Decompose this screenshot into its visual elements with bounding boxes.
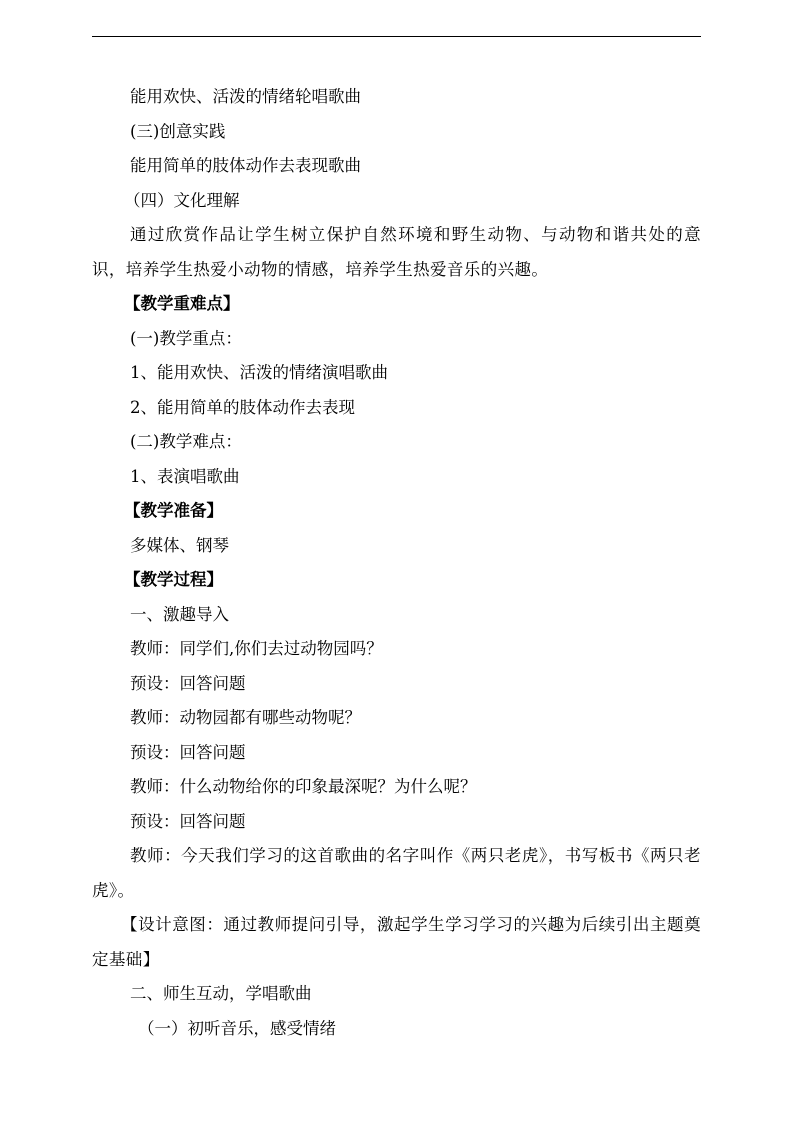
section-title: 【教学准备】 — [124, 501, 223, 520]
dialogue-line: 教师：什么动物给你的印象最深呢？为什么呢？ — [130, 777, 477, 796]
section-heading: (二)教学难点： — [130, 432, 242, 451]
dialogue-line: 预设：回答问题 — [130, 673, 246, 693]
list-item: 1、表演唱歌曲 — [130, 466, 240, 486]
header-rule — [92, 36, 701, 37]
list-item: 1、能用欢快、活泼的情绪演唱歌曲 — [130, 363, 388, 382]
section-title: 【教学重难点】 — [124, 294, 240, 313]
text-line: 能用欢快、活泼的情绪轮唱歌曲 — [130, 87, 361, 106]
dialogue-line: 预设：回答问题 — [130, 811, 246, 831]
text-line: 能用简单的肢体动作去表现歌曲 — [130, 156, 361, 175]
section-heading: (三)创意实践 — [130, 121, 226, 141]
section-heading: 二、师生互动，学唱歌曲 — [130, 984, 312, 1003]
dialogue-line: 教师：动物园都有哪些动物呢？ — [130, 708, 361, 727]
section-heading: （四）文化理解 — [124, 190, 240, 210]
section-heading: (一)教学重点： — [130, 328, 242, 348]
section-title: 【教学过程】 — [124, 570, 223, 589]
paragraph: 教师：今天我们学习的这首歌曲的名字叫作《两只老虎》，书写板书《两只老虎》。 — [92, 846, 701, 900]
dialogue-line: 教师：同学们,你们去过动物园吗？ — [130, 639, 383, 658]
dialogue-line: 预设：回答问题 — [130, 742, 246, 762]
design-intent-note: 【设计意图：通过教师提问引导，激起学生学习学习的兴趣为后续引出主题奠定基础】 — [92, 915, 701, 969]
document-body — [92, 80, 701, 1046]
section-heading: 一、激趣导入 — [130, 604, 229, 624]
list-item: 2、能用简单的肢体动作去表现 — [130, 397, 355, 417]
text-line: 多媒体、钢琴 — [130, 535, 229, 555]
paragraph: 通过欣赏作品让学生树立保护自然环境和野生动物、与动物和谐共处的意识，培养学生热爱小动物的情感，培养学生热爱音乐的兴趣。 — [92, 225, 701, 279]
subsection-heading: （一）初听音乐，感受情绪 — [138, 1018, 336, 1038]
